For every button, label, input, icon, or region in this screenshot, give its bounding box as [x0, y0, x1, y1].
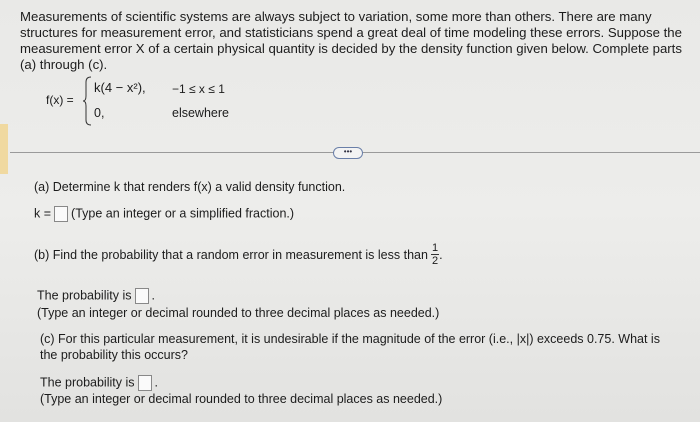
- part-b-answer-input[interactable]: [135, 288, 149, 304]
- formula-row1-expr: k(4 − x²),: [94, 80, 146, 95]
- part-c-answer-input[interactable]: [138, 375, 152, 391]
- brace-icon: [82, 76, 92, 126]
- frac-den: 2: [431, 255, 439, 267]
- part-a-hint: (Type an integer or a simplified fraction.): [71, 206, 295, 221]
- background-strip: [0, 124, 8, 174]
- problem-intro: Measurements of scientific systems are always subject to variation, some more than others. There are many structures for measurement error, and statisticians spend a great deal of time modeling these errors. Suppose the measurement error X of a certain physical quantity is decided by the density function given below. Complete parts (a) through (c).: [20, 9, 682, 72]
- part-b-question: (b) Find the probability that a random error in measurement is less than: [34, 247, 428, 262]
- formula-row2-expr: 0,: [94, 106, 105, 120]
- formula-lhs: f(x) =: [46, 93, 74, 107]
- part-a-question: (a) Determine k that renders f(x) a valid density function.: [34, 180, 346, 194]
- frac-num: 1: [431, 242, 439, 254]
- part-c-hint: (Type an integer or decimal rounded to three decimal places as needed.): [40, 392, 443, 406]
- part-b-prefix: The probability is: [37, 288, 132, 303]
- part-b-hint: (Type an integer or decimal rounded to three decimal places as needed.): [37, 306, 440, 320]
- one-half-fraction: [431, 242, 439, 267]
- more-button[interactable]: •••: [333, 147, 363, 159]
- formula-row2-cond: elsewhere: [172, 106, 229, 120]
- part-c-prefix: The probability is: [40, 375, 135, 390]
- formula-row1-cond: −1 ≤ x ≤ 1: [172, 82, 225, 96]
- k-answer-input[interactable]: [54, 206, 68, 222]
- part-a-prefix: k =: [34, 206, 52, 221]
- part-c-question: (c) For this particular measurement, it is undesirable if the magnitude of the error (i.e., |x|) exceeds 0.75. What is the probability this occurs?: [40, 332, 660, 362]
